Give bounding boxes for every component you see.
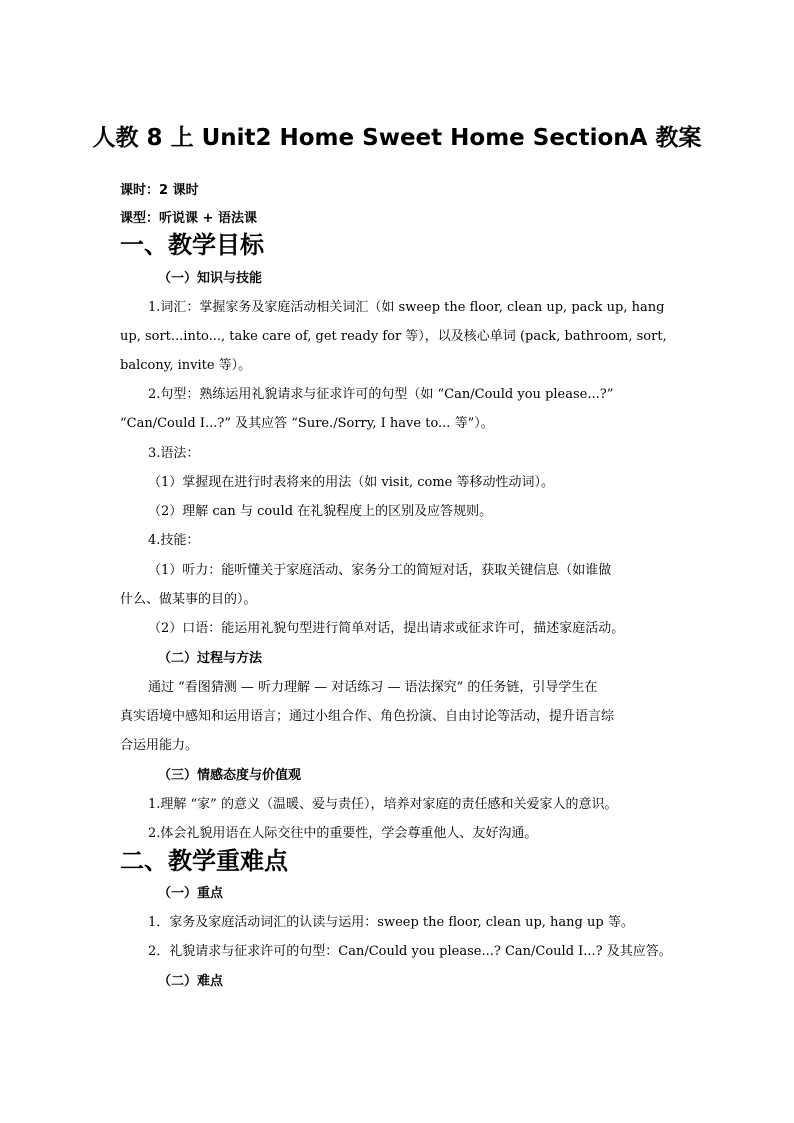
section-heading-objectives: 一、教学目标 bbox=[120, 231, 264, 259]
process-line-1: 通过 “看图猜测 — 听力理解 — 对话练习 — 语法探究” 的任务链，引导学生在 bbox=[148, 680, 598, 695]
grammar-item-2: （2）理解 can 与 could 在礼貌程度上的区别及应答规则。 bbox=[148, 504, 493, 519]
subheading-key-points: （一）重点 bbox=[158, 886, 224, 901]
grammar-item-1: （1）掌握现在进行时表将来的用法（如 visit, come 等移动性动词）。 bbox=[148, 475, 554, 490]
process-line-3: 合运用能力。 bbox=[120, 738, 199, 753]
vocab-line-2: up, sort...into..., take care of, get ready for 等），以及核心单词 (pack, bathroom, sort, bbox=[120, 329, 667, 344]
skills-listening-line-1: （1）听力：能听懂关于家庭活动、家务分工的简短对话，获取关键信息（如谁做 bbox=[148, 563, 612, 578]
section-heading-key-difficult-points: 二、教学重难点 bbox=[120, 847, 288, 875]
process-line-2: 真实语境中感知和运用语言；通过小组合作、角色扮演、自由讨论等活动，提升语言综 bbox=[120, 709, 615, 724]
skills-heading: 4.技能： bbox=[148, 533, 200, 548]
key-point-2: 2．礼貌请求与征求许可的句型：Can/Could you please...? Can/Could I...? 及其应答。 bbox=[148, 944, 672, 959]
skills-listening-line-2: 什么、做某事的目的）。 bbox=[120, 592, 257, 607]
skills-speaking: （2）口语：能运用礼貌句型进行简单对话，提出请求或征求许可，描述家庭活动。 bbox=[148, 621, 625, 636]
subheading-difficult-points: （二）难点 bbox=[158, 974, 224, 989]
subheading-emotion-values: （三）情感态度与价值观 bbox=[158, 768, 302, 783]
values-item-2: 2.体会礼貌用语在人际交往中的重要性，学会尊重他人、友好沟通。 bbox=[148, 826, 538, 841]
sentence-line-1: 2.句型：熟练运用礼貌请求与征求许可的句型（如 “Can/Could you please...?” bbox=[148, 387, 614, 402]
subheading-process-methods: （二）过程与方法 bbox=[158, 651, 263, 666]
sentence-line-2: “Can/Could I...?” 及其应答 “Sure./Sorry, I have to... 等”）。 bbox=[120, 416, 494, 431]
document-title: 人教 8 上 Unit2 Home Sweet Home SectionA 教案 bbox=[92, 125, 702, 151]
grammar-heading: 3.语法： bbox=[148, 446, 200, 461]
subheading-knowledge-skills: （一）知识与技能 bbox=[158, 271, 263, 286]
vocab-line-1: 1.词汇：掌握家务及家庭活动相关词汇（如 sweep the floor, clean up, pack up, hang bbox=[148, 300, 665, 315]
key-point-1: 1．家务及家庭活动词汇的认读与运用：sweep the floor, clean up, hang up 等。 bbox=[148, 915, 634, 930]
lesson-type: 课型：听说课 + 语法课 bbox=[120, 211, 257, 226]
values-item-1: 1.理解 “家” 的意义（温暖、爱与责任），培养对家庭的责任感和关爱家人的意识。 bbox=[148, 797, 618, 812]
lesson-period: 课时：2 课时 bbox=[120, 183, 199, 198]
vocab-line-3: balcony, invite 等）。 bbox=[120, 358, 252, 373]
